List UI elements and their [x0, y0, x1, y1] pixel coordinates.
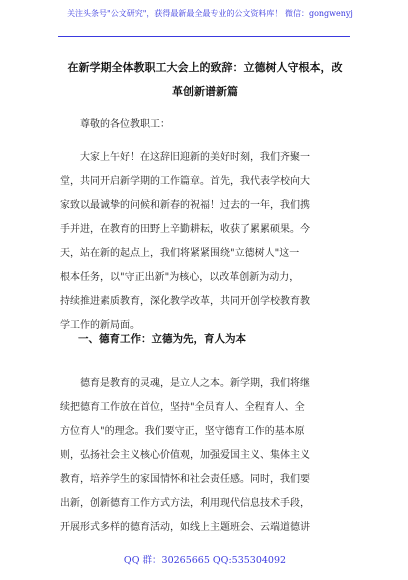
paragraph-line: 续把德育工作放在首位，坚持"全员育人、全程育人、全 [60, 402, 305, 413]
header-divider [58, 36, 350, 37]
paragraph-line: 持续推进素质教育，深化教学改革，共同开创学校教育教 [60, 296, 310, 307]
paragraph-line: 学工作的新局面。 [60, 320, 140, 331]
paragraph-line: 手并进，在教育的田野上辛勤耕耘，收获了累累硕果。今 [60, 224, 310, 235]
footer-contact: QQ 群：30265665 QQ:535304092 [123, 555, 287, 566]
paragraph-opening [60, 146, 350, 338]
paragraph-line: 则，弘扬社会主义核心价值观，加强爱国主义、集体主义 [60, 450, 310, 461]
paragraph-line: 大家上午好！在这辞旧迎新的美好时刻，我们齐聚一 [80, 152, 310, 163]
title-line-2: 革创新谱新篇 [172, 85, 238, 98]
salutation: 尊敬的各位教职工： [80, 119, 170, 130]
paragraph-moral-education [60, 372, 350, 540]
paragraph-line: 方位育人"的理念。我们要守正，坚守德育工作的基本原 [60, 426, 305, 437]
paragraph-line: 出新，创新德育工作方式方法，利用现代信息技术手段， [60, 498, 310, 509]
section-heading: 一、德育工作：立德为先，育人为本 [78, 333, 246, 345]
paragraph-line: 德育是教育的灵魂，是立人之本。新学期，我们将继 [80, 378, 310, 389]
paragraph-line: 天，站在新的起点上，我们将紧紧围绕"立德树人"这一 [60, 248, 300, 259]
paragraph-line: 堂，共同开启新学期的工作篇章。首先，我代表学校向大 [60, 176, 310, 187]
title-line-1: 在新学期全体教职工大会上的致辞：立德树人守根本，改 [67, 61, 343, 74]
paragraph-line: 家致以最诚挚的问候和新春的祝福！过去的一年，我们携 [60, 200, 310, 211]
document-title [60, 56, 350, 104]
paragraph-line: 教育，培养学生的家国情怀和社会责任感。同时，我们要 [60, 474, 310, 485]
header-promo-text: 关注头条号"公文研究"，获得最新最全最专业的公文资料库！ 微信：gongwenyj [67, 9, 353, 18]
paragraph-line: 开展形式多样的德育活动，如线上主题班会、云端道德讲 [60, 522, 310, 533]
paragraph-line: 根本任务，以"守正出新"为核心，以改革创新为动力， [60, 272, 300, 283]
